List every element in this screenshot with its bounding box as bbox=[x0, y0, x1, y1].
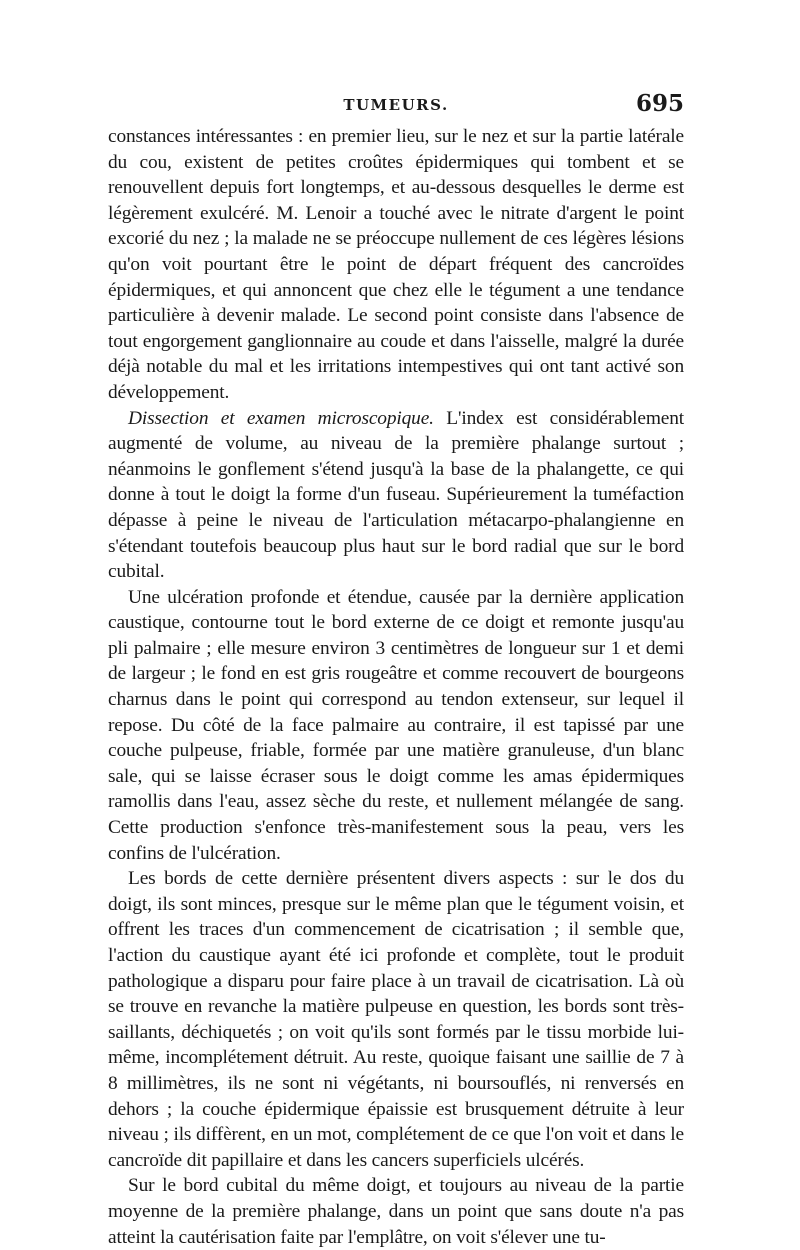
section-heading: Dissection et examen microscopique. bbox=[128, 407, 434, 429]
paragraph-2 bbox=[108, 406, 684, 585]
body-text bbox=[108, 124, 684, 1250]
paragraph-2-text: L'index est considérablement augmenté de volume, au niveau de la première phalange surtout ; néanmoins le gonflement s'étend jusqu'à la base de la phalangette, ce qui donne à tout le doigt la forme d'un fuseau. Supérieurement la tuméfaction dépasse à peine le niveau de l'articulation métacarpo-phalangienne en s'étendant toutefois beaucoup plus haut sur le bord radial que sur le bord cubital. bbox=[108, 407, 684, 583]
paragraph-4-text: Les bords de cette dernière présentent divers aspects : sur le dos du doigt, ils sont minces, presque sur le même plan que le tégument voisin, et offrent les traces d'un commencement de cicatrisation ; il semble que, l'action du caustique ayant été ici profonde et complète, tout le produit pathologique a disparu pour faire place à un travail de cicatrisation. Là où se trouve en revanche la matière pulpeuse en question, les bords sont très-saillants, déchiquetés ; on voit qu'ils sont formés par le tissu morbide lui-même, incomplétement détruit. Au reste, quoique faisant une saillie de 7 à 8 millimètres, ils ne sont ni végétants, ni boursouflés, ni renversés en dehors ; la couche épidermique épaissie est brusquement détruite à leur niveau ; ils diffèrent, en un mot, complétement de ce que l'on voit et dans le cancroïde dit papillaire et dans les cancers superficiels ulcérés. bbox=[108, 868, 684, 1171]
paragraph-3-text: Une ulcération profonde et étendue, causée par la dernière application caustique, contourne tout le bord externe de ce doigt et remonte jusqu'au pli palmaire ; elle mesure environ 3 centimètres de longueur sur 1 et demi de largeur ; le fond en est gris rougeâtre et comme recouvert de bourgeons charnus dans le point qui correspond au tendon extenseur, sur lequel il repose. Du côté de la face palmaire au contraire, il est tapissé par une couche pulpeuse, friable, formée par une matière granuleuse, d'un blanc sale, qui se laisse écraser sous le doigt comme les amas épidermiques ramollis dans l'eau, assez sèche du reste, et nullement mélangée de sang. Cette production s'enfonce très-manifestement sous la peau, vers les confins de l'ulcération. bbox=[108, 586, 684, 864]
running-title: TUMEURS. bbox=[343, 96, 449, 114]
book-page bbox=[108, 90, 684, 1250]
paragraph-5-text: Sur le bord cubital du même doigt, et toujours au niveau de la partie moyenne de la première phalange, dans un point que sans doute n'a pas atteint la cautérisation faite par l'emplâtre, on voit s'élever une tu- bbox=[108, 1175, 684, 1248]
paragraph-1 bbox=[108, 124, 684, 406]
running-header bbox=[108, 90, 684, 124]
paragraph-1-text: constances intéressantes : en premier lieu, sur le nez et sur la partie latérale du cou, existent de petites croûtes épidermiques qui tombent et se renouvellent depuis fort longtemps, et au-dessous desquelles le derme est légèrement exulcéré. M. Lenoir a touché avec le nitrate d'argent le point excorié du nez ; la malade ne se préoccupe nullement de ces légères lésions qu'on voit pourtant être le point de départ fréquent des cancroïdes épidermiques, et qui annoncent que chez elle le tégument a une tendance particulière à devenir malade. Le second point consiste dans l'absence de tout engorgement ganglionnaire au coude et dans l'aisselle, malgré la durée déjà notable du mal et les irritations intempestives qui ont tant activé son développement. bbox=[108, 126, 684, 403]
paragraph-3 bbox=[108, 585, 684, 867]
paragraph-5 bbox=[108, 1173, 684, 1250]
paragraph-4 bbox=[108, 866, 684, 1173]
page-number: 695 bbox=[635, 90, 684, 117]
